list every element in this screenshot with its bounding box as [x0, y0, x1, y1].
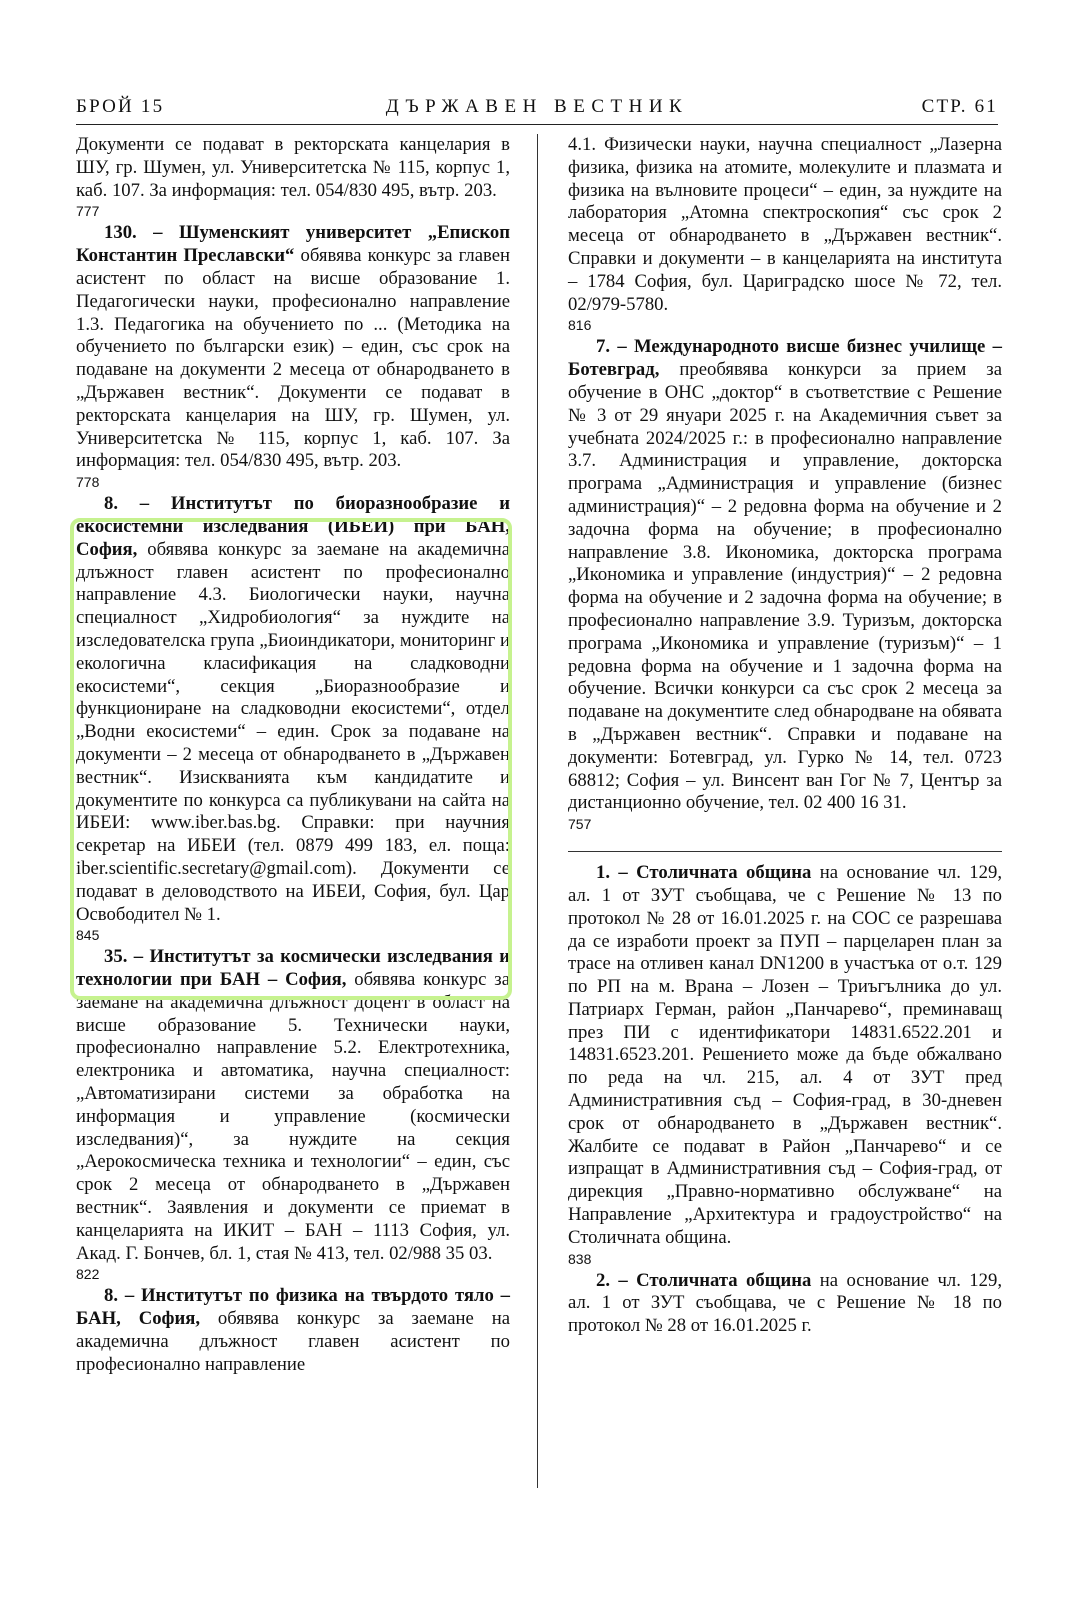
notice-heading: 130. – Шуменският университет „Епископ Константин Преславски“ [76, 222, 510, 267]
gazette-title: ДЪРЖАВЕН ВЕСТНИК [385, 96, 689, 117]
page-header [76, 96, 998, 125]
notice-paragraph [568, 134, 1002, 316]
notice-text: обявява конкурс за заемане на академична длъжност главен асистент по професионално направление [76, 1308, 510, 1375]
notice-code: 778 [76, 474, 100, 491]
notice-paragraph [568, 1270, 1002, 1338]
notice-text: на основание чл. 129, ал. 1 от ЗУТ съобщава, че с Решение № 18 по протокол № 28 от 16.01.2025 г. [568, 1269, 1003, 1337]
notice-paragraph [76, 493, 510, 926]
notice-text: на основание чл. 129, ал. 1 от ЗУТ съобщава, че с Решение № 13 по протокол № 28 от 16.01.2025 г. на СОС се разрешава да се изработи проект за ПУП – парцеларен план за трасе на отливен канал DN1200 в участъка от о.т. 129 по РП на м. Врана – Лозен – Триъгълника до ул. Патриарх Герман, район „Панчарево“, преминаващ през ПИ с идентификатори 14831.6522.201 и 14831.6523.201. Решението може да бъде обжалвано по реда на чл. 215, ал. 4 от ЗУТ пред Административния съд – София-град, в 30-дневен срок от обнародването в „Държавен вестник“. Жалбите се подават в Район „Панчарево“ и се изпращат в Административния съд – София-град, от дирекция „Правно-нормативно обслужване“ на Направление „Архитектура и градоустройство“ на Столичната община. [568, 862, 1003, 1248]
right-column [568, 134, 1002, 1338]
notice-text: 4.1. Физически науки, научна специалност „Лазерна физика, физика на атомите, молекулите и плазмата и физика на вълновите процеси“ – един, за нуждите на лаборатория „Атомна спектроскопия“ със срок 2 месеца от обнародването в „Държавен вестник“. Справки и документи – в канцеларията на института – 1784 София, бул. Цариградско шосе № 72, тел. 02/979-5780. [568, 134, 1002, 315]
notice-code: 816 [568, 317, 592, 334]
left-column [76, 134, 510, 1377]
notice-text: Документи се подават в ректорската канцелария в ШУ, гр. Шумен, ул. Университетска № 115, корпус 1, каб. 107. За информация: тел. 054/830 495, вътр. 203. [76, 134, 510, 201]
notice-heading: 8. – Институтът по биоразнообразие и екосистемни изследвания (ИБЕИ) при БАН, София, [76, 493, 510, 560]
notice-code: 777 [76, 203, 100, 220]
notice-text: обявява конкурс за заемане на академична длъжност главен асистент по професионално направление 4.3. Биологически науки, научна специалност „Хидробиология“ за нуждите на изследователска група „Биоиндикатори, мониторинг и екологична класификация на сладководни екосистеми“, секция „Биоразнообразие и функциониране на сладководни екосистеми“, отдел „Водни екосистеми“ – един. Срок за подаване на документи – 2 месеца от обнародването в „Държавен вестник“. Изискванията към кандидатите и документите по конкурса са публикувани на сайта на ИБЕИ: www.iber.bas.bg. Справки: при научния секретар на ИБЕИ (тел. 0879 499 183, ел. поща: iber.scientific.secretary@gmail.com). Документи се подават в деловодството на ИБЕИ, София, бул. Цар Освободител № 1. [76, 538, 510, 925]
notice-heading: 1. – Столичната община [596, 862, 812, 884]
notice-code: 845 [76, 927, 100, 944]
notice-code: 757 [568, 816, 592, 833]
notice-paragraph [568, 336, 1002, 815]
notice-paragraph [568, 862, 1002, 1250]
page-number: СТР. 61 [921, 96, 998, 117]
notice-code: 838 [568, 1250, 592, 1267]
notice-heading: 35. – Институтът за космически изследвания и технологии при БАН – София, [76, 946, 510, 991]
notice-text: обявява конкурс за главен асистент по област на висше образование 1. Педагогически науки, професионално направление 1.3. Педагогика на обучението по ... (Методика на обучението по български език) – един, със срок на подаване на документи 2 месеца от обнародването в „Държавен вестник“. Документи се подават в ректорската канцелария на ШУ, гр. Шумен, ул. Университетска № 115, корпус 1, каб. 107. За информация: тел. 054/830 495, вътр. 203. [76, 245, 510, 472]
notice-paragraph [76, 1285, 510, 1376]
issue-number: БРОЙ 15 [76, 96, 165, 117]
notice-paragraph [76, 222, 510, 473]
column-divider [537, 134, 538, 1488]
notice-heading: 8. – Институтът по физика на твърдото тяло – БАН, София, [76, 1285, 510, 1330]
notice-heading: 7. – Международното висше бизнес училище – Ботевград, [568, 336, 1002, 381]
notice-text: обявява конкурс за заемане на академична длъжност доцент в област на висше образование 5. Технически науки, професионално направление 5.2. Електротехника, електроника и автоматика, научна специалност: „Автоматизирани системи за обработка на информация и управление (космически изследвания)“, за нуждите на секция „Аерокосмическа техника и технологии“ – един, със срок 2 месеца от обнародването в „Държавен вестник“. Заявления и документи се приемат в канцеларията на ИКИТ – БАН – 1113 София, ул. Акад. Г. Бончев, бл. 1, стая № 413, тел. 02/988 35 03. [76, 969, 510, 1264]
section-divider [568, 851, 1002, 852]
notice-text: преобявява конкурси за прием за обучение в ОНС „доктор“ в съответствие с Решение № 3 от 29 януари 2025 г. на Академичния съвет за учебната 2024/2025 г.: в професионално направление 3.7. Администрация и управление, докторска програма „Администрация и управление (бизнес администрация)“ – 2 редовна форма на обучение и 2 задочна форма на обучение; в професионално направление 3.8. Икономика, докторска програма „Икономика и управление (индустрия)“ – 2 редовна форма на обучение и 2 задочна форма на обучение; в професионално направление 3.9. Туризъм, докторска програма „Икономика и управление (туризъм)“ – 1 редовна форма на обучение и 1 задочна форма на обучение. Всички конкурси са със срок 2 месеца за подаване на документите след обнародване на обявата в „Държавен вестник“. Справки и подаване на документи: Ботевград, ул. Гурко № 14, тел. 0723 68812; София – ул. Винсент ван Гог № 7, Център за дистанционно обучение, тел. 02 400 16 31. [568, 359, 1002, 814]
notice-heading: 2. – Столичната община [596, 1269, 812, 1291]
notice-paragraph [76, 946, 510, 1265]
notice-paragraph [76, 134, 510, 202]
notice-code: 822 [76, 1266, 100, 1283]
